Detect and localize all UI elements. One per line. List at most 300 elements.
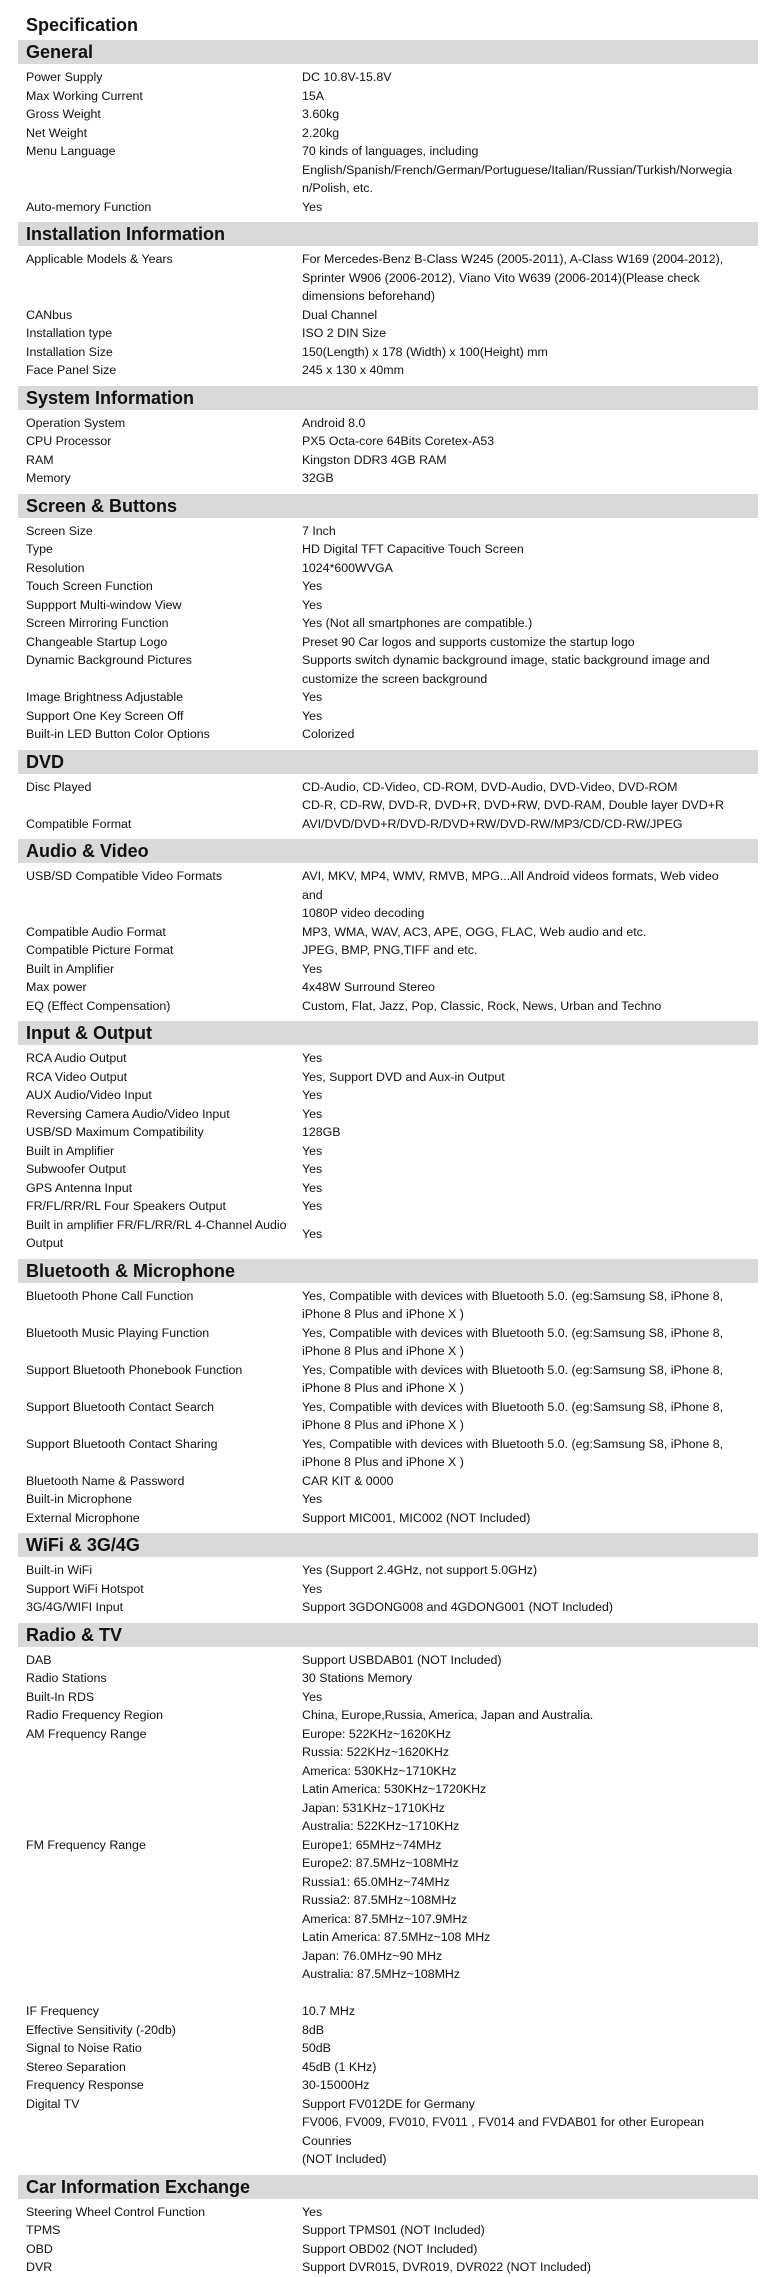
spec-value-line: Europe1: 65MHz~74MHz [302, 1837, 442, 1852]
spec-value-line: Support OBD02 (NOT Included) [302, 2241, 478, 2256]
spec-row [0, 124, 776, 143]
spec-value-line: Latin America: 530KHz~1720KHz [302, 1782, 487, 1796]
spec-label: Built in amplifier FR/FL/RR/RL 4-Channel Audio Output [26, 1217, 287, 1250]
spec-value [302, 688, 742, 707]
spec-value-line: CD-Audio, CD-Video, CD-ROM, DVD-Audio, DVD-Video, DVD-ROM [302, 779, 678, 794]
spec-label: Built-in WiFi [26, 1563, 93, 1577]
spec-row [0, 960, 776, 979]
spec-value-line: Support FV012DE for Germany [302, 2096, 475, 2111]
spec-label: Stereo Separation [26, 2059, 126, 2074]
spec-row [0, 361, 776, 380]
spec-label: RCA Video Output [26, 1069, 128, 1084]
spec-value [302, 559, 742, 578]
spec-row [0, 1142, 776, 1161]
spec-label: Screen Mirroring Function [26, 616, 169, 630]
spec-label: Support Bluetooth Contact Search [26, 1399, 215, 1414]
spec-value [302, 469, 742, 488]
spec-value-line: DC 10.8V-15.8V [302, 70, 392, 84]
spec-label: Bluetooth Music Playing Function [26, 1325, 210, 1340]
spec-value [302, 2002, 742, 2021]
spec-value-line: Yes [302, 1106, 323, 1121]
spec-value-line: China, Europe,Russia, America, Japan and Australia. [302, 1708, 594, 1722]
spec-value [302, 978, 742, 997]
spec-value-line: Yes [302, 1162, 323, 1176]
spec-value-line: Yes [302, 1180, 323, 1195]
spec-row [0, 633, 776, 652]
spec-value [302, 1688, 742, 1707]
spec-value-line: AVI, MKV, MP4, WMV, RMVB, MPG...All Android videos formats, Web video and [302, 869, 719, 902]
spec-value-line: Yes [302, 1492, 323, 1506]
spec-value-line: HD Digital TFT Capacitive Touch Screen [302, 542, 524, 556]
spec-label: Built in Amplifier [26, 1143, 115, 1158]
spec-value [302, 1651, 742, 1670]
spec-value [302, 725, 742, 744]
spec-value [302, 923, 742, 942]
spec-row [0, 2240, 776, 2259]
spec-value-line: FV006, FV009, FV010, FV011 , FV014 and FVDAB01 for other European Counries [302, 2115, 705, 2148]
spec-label: RCA Audio Output [26, 1051, 127, 1065]
spec-row [0, 1123, 776, 1142]
spec-value-line: 4x48W Surround Stereo [302, 980, 435, 994]
spec-value [302, 250, 742, 306]
spec-value [302, 815, 742, 834]
spec-label: USB/SD Maximum Compatibility [26, 1125, 204, 1139]
spec-value-line: 7 Inch [302, 523, 336, 538]
spec-label: Bluetooth Phone Call Function [26, 1288, 194, 1303]
spec-row [0, 1725, 776, 1836]
spec-value-line: Yes [302, 199, 323, 214]
section-bluetooth-microphone [0, 1259, 776, 1528]
spec-value-line: Yes, Compatible with devices with Bluetooth 5.0. (eg:Samsung S8, iPhone 8, [302, 1399, 724, 1414]
spec-row [0, 997, 776, 1016]
spec-row [0, 1324, 776, 1361]
spec-label: Dynamic Background Pictures [26, 653, 192, 667]
spec-value [302, 1598, 742, 1617]
spec-label: Memory [26, 471, 71, 485]
spec-row [0, 1561, 776, 1580]
spec-label: Image Brightness Adjustable [26, 690, 184, 704]
spec-row [0, 1216, 776, 1253]
section-header: Bluetooth & Microphone [18, 1259, 758, 1283]
spec-value [302, 142, 742, 198]
spec-value-line: iPhone 8 Plus and iPhone X ) [302, 1455, 464, 1469]
spec-value-line: MP3, WMA, WAV, AC3, APE, OGG, FLAC, Web audio and etc. [302, 924, 647, 939]
spec-label: Support WiFi Hotspot [26, 1581, 144, 1596]
spec-row [0, 1472, 776, 1491]
spec-value [302, 1068, 742, 1087]
spec-label: Disc Played [26, 779, 92, 794]
spec-value [302, 651, 742, 688]
spec-value-line: 1080P video decoding [302, 906, 425, 920]
spec-label: Installation Size [26, 344, 113, 359]
spec-row [0, 2203, 776, 2222]
spec-value [302, 1324, 742, 1361]
spec-value-line: Russia: 522KHz~1620KHz [302, 1745, 450, 1759]
spec-row [0, 87, 776, 106]
spec-value [302, 997, 742, 1016]
spec-value-line: Yes, Compatible with devices with Bluetooth 5.0. (eg:Samsung S8, iPhone 8, [302, 1362, 724, 1377]
spec-value [302, 867, 742, 923]
spec-row [0, 867, 776, 923]
spec-label: Installation type [26, 326, 113, 340]
spec-row [0, 451, 776, 470]
spec-label: Support One Key Screen Off [26, 708, 184, 723]
spec-label: Subwoofer Output [26, 1162, 126, 1176]
spec-row [0, 1688, 776, 1707]
spec-row [0, 540, 776, 559]
spec-label: FM Frequency Range [26, 1837, 146, 1852]
spec-value-line: Support 3GDONG008 and 4GDONG001 (NOT Included) [302, 1600, 614, 1614]
spec-label: Gross Weight [26, 107, 101, 121]
spec-label: IF Frequency [26, 2004, 99, 2018]
spec-row [0, 2058, 776, 2077]
spec-value [302, 2203, 742, 2222]
spec-label: Touch Screen Function [26, 579, 153, 593]
spec-value [302, 1509, 742, 1528]
spec-value-line: America: 530KHz~1710KHz [302, 1763, 457, 1778]
spec-value [302, 2240, 742, 2259]
spec-label: Built-in Microphone [26, 1492, 133, 1506]
spec-row [0, 1398, 776, 1435]
spec-label: Compatible Picture Format [26, 943, 174, 957]
spec-value-line: iPhone 8 Plus and iPhone X ) [302, 1344, 464, 1358]
spec-label: Type [26, 542, 53, 556]
spec-value-line: Japan: 76.0MHz~90 MHz [302, 1948, 443, 1963]
spec-row [0, 522, 776, 541]
spec-row [0, 142, 776, 198]
spec-row [0, 343, 776, 362]
spec-label: Built in Amplifier [26, 961, 115, 976]
spec-value-line: CD-R, CD-RW, DVD-R, DVD+R, DVD+RW, DVD-RAM, Double layer DVD+R [302, 798, 724, 812]
spec-value-line: customize the screen background [302, 671, 488, 686]
spec-value-line: Latin America: 87.5MHz~108 MHz [302, 1930, 491, 1944]
spec-value-line: Europe2: 87.5MHz~108MHz [302, 1856, 459, 1870]
spec-value [302, 68, 742, 87]
spec-label: Support Bluetooth Contact Sharing [26, 1436, 218, 1451]
section-header: Car Information Exchange [18, 2175, 758, 2199]
spec-label: Built-in LED Button Color Options [26, 727, 210, 741]
spec-value-line: Europe: 522KHz~1620KHz [302, 1726, 452, 1741]
spec-label: GPS Antenna Input [26, 1180, 133, 1195]
spec-label: OBD [26, 2241, 53, 2256]
page-title: Specification [26, 15, 139, 35]
section-wifi-3g-4g [0, 1533, 776, 1617]
spec-label: Net Weight [26, 125, 88, 140]
spec-row [0, 2095, 776, 2169]
spec-row [0, 2002, 776, 2021]
spec-value-line: Yes, Compatible with devices with Bluetooth 5.0. (eg:Samsung S8, iPhone 8, [302, 1436, 724, 1451]
spec-value-line: Yes (Not all smartphones are compatible.) [302, 616, 533, 630]
spec-label: Max power [26, 980, 87, 994]
spec-row [0, 778, 776, 815]
spec-row [0, 250, 776, 306]
spec-value [302, 2021, 742, 2040]
spec-value-line: Preset 90 Car logos and supports customize the startup logo [302, 634, 635, 649]
spec-row [0, 432, 776, 451]
spec-value-line: (NOT Included) [302, 2152, 387, 2166]
spec-value-line: AVI/DVD/DVD+R/DVD-R/DVD+RW/DVD-RW/MP3/CD/CD-RW/JPEG [302, 816, 683, 831]
spec-label: Reversing Camera Audio/Video Input [26, 1106, 230, 1121]
section-header: Screen & Buttons [18, 494, 758, 518]
spec-row [0, 2258, 776, 2277]
spec-value [302, 361, 742, 380]
spec-value-line: Yes [302, 1581, 323, 1596]
spec-value-line: Australia: 87.5MHz~108MHz [302, 1967, 461, 1981]
spec-value [302, 707, 742, 726]
spec-value [302, 1105, 742, 1124]
spec-row [0, 1086, 776, 1105]
spec-label: EQ (Effect Compensation) [26, 998, 171, 1013]
spec-label: Changeable Startup Logo [26, 634, 168, 649]
spec-row [0, 469, 776, 488]
spec-value-line: Kingston DDR3 4GB RAM [302, 452, 447, 467]
spec-row [0, 1836, 776, 2003]
spec-label: Built-In RDS [26, 1689, 95, 1704]
spec-value-line: Yes [302, 1226, 323, 1241]
spec-value-line: iPhone 8 Plus and iPhone X ) [302, 1418, 464, 1432]
section-header: Installation Information [18, 222, 758, 246]
spec-value-line: 1024*600WVGA [302, 560, 393, 575]
spec-value-line: Yes [302, 690, 323, 704]
spec-label: Compatible Audio Format [26, 924, 166, 939]
spec-value-line: 30 Stations Memory [302, 1671, 413, 1685]
spec-value-line: Support TPMS01 (NOT Included) [302, 2223, 485, 2237]
spec-value [302, 540, 742, 559]
spec-value [302, 941, 742, 960]
spec-value-line: 3.60kg [302, 107, 340, 121]
spec-row [0, 651, 776, 688]
spec-value [302, 2039, 742, 2058]
spec-row [0, 1105, 776, 1124]
spec-value [302, 2058, 742, 2077]
spec-value [302, 778, 742, 815]
spec-row [0, 815, 776, 834]
spec-label: Bluetooth Name & Password [26, 1473, 185, 1488]
spec-label: Effective Sensitivity (-20db) [26, 2022, 176, 2037]
section-header: Radio & TV [18, 1623, 758, 1647]
section-screen-buttons [0, 494, 776, 744]
spec-value-line: For Mercedes-Benz B-Class W245 (2005-2011), A-Class W169 (2004-2012), [302, 252, 724, 266]
spec-label: CANbus [26, 307, 73, 322]
spec-value-line: Russia2: 87.5MHz~108MHz [302, 1893, 457, 1907]
section-dvd [0, 750, 776, 834]
spec-value-line: 50dB [302, 2041, 331, 2055]
spec-value-line: America: 87.5MHz~107.9MHz [302, 1911, 468, 1926]
spec-value-line: 245 x 130 x 40mm [302, 363, 404, 377]
spec-value-line: ISO 2 DIN Size [302, 326, 387, 340]
spec-value-line: Yes [302, 1689, 323, 1704]
spec-value [302, 1361, 742, 1398]
spec-value-line: Support MIC001, MIC002 (NOT Included) [302, 1510, 531, 1525]
spec-label: Signal to Noise Ratio [26, 2041, 142, 2055]
spec-row [0, 978, 776, 997]
spec-row [0, 105, 776, 124]
spec-value [302, 1435, 742, 1472]
spec-value-line: n/Polish, etc. [302, 181, 373, 195]
spec-value [302, 960, 742, 979]
spec-value [302, 324, 742, 343]
spec-value [302, 1490, 742, 1509]
spec-row [0, 941, 776, 960]
spec-value [302, 1836, 742, 2003]
spec-value-line: Android 8.0 [302, 415, 366, 430]
spec-value [302, 1086, 742, 1105]
spec-value-line: Yes, Support DVD and Aux-in Output [302, 1069, 505, 1084]
spec-value [302, 2258, 742, 2277]
spec-value [302, 1179, 742, 1198]
spec-value-line: English/Spanish/French/German/Portuguese/Italian/Russian/Turkish/Norwegia [302, 162, 732, 177]
spec-value-line: 2.20kg [302, 125, 340, 140]
spec-label: Auto-memory Function [26, 199, 152, 214]
spec-label: CPU Processor [26, 434, 112, 448]
section-header: DVD [18, 750, 758, 774]
section-radio-tv [0, 1623, 776, 2169]
section-system-information [0, 386, 776, 488]
spec-value-line: 45dB (1 KHz) [302, 2059, 377, 2074]
spec-value-line: Yes (Support 2.4GHz, not support 5.0GHz) [302, 1563, 538, 1577]
spec-value [302, 2095, 742, 2169]
section-installation-information [0, 222, 776, 380]
spec-value [302, 1706, 742, 1725]
spec-value-line: Colorized [302, 727, 355, 741]
section-input-output [0, 1021, 776, 1253]
spec-value-line: 30-15000Hz [302, 2078, 370, 2092]
spec-row [0, 1509, 776, 1528]
spec-value [302, 1123, 742, 1142]
spec-row [0, 1669, 776, 1688]
spec-row [0, 596, 776, 615]
spec-value-line: Yes [302, 1051, 323, 1065]
spec-value-line: Yes, Compatible with devices with Bluetooth 5.0. (eg:Samsung S8, iPhone 8, [302, 1288, 724, 1303]
spec-label: Applicable Models & Years [26, 252, 173, 266]
spec-value-line: 150(Length) x 178 (Width) x 100(Height) mm [302, 344, 548, 359]
spec-label: External Microphone [26, 1510, 140, 1525]
spec-value [302, 1472, 742, 1491]
spec-value-line: Sprinter W906 (2006-2012), Viano Vito W639 (2006-2014)(Please check [302, 270, 700, 285]
section-header: System Information [18, 386, 758, 410]
spec-row [0, 1435, 776, 1472]
spec-label: Face Panel Size [26, 363, 117, 377]
spec-value [302, 1287, 742, 1324]
spec-row [0, 1598, 776, 1617]
spec-label: DAB [26, 1652, 52, 1667]
section-header: WiFi & 3G/4G [18, 1533, 758, 1557]
spec-row [0, 559, 776, 578]
spec-label: Frequency Response [26, 2078, 144, 2092]
spec-row [0, 198, 776, 217]
spec-value [302, 105, 742, 124]
section-audio-video [0, 839, 776, 1015]
spec-row [0, 324, 776, 343]
spec-row [0, 1490, 776, 1509]
spec-row [0, 1706, 776, 1725]
spec-label: Compatible Format [26, 816, 132, 831]
spec-label: TPMS [26, 2223, 61, 2237]
spec-label: Support Bluetooth Phonebook Function [26, 1362, 243, 1377]
spec-row [0, 1049, 776, 1068]
spec-value [302, 1197, 742, 1216]
spec-row [0, 1651, 776, 1670]
section-header: General [18, 40, 758, 64]
spec-value-line [302, 1984, 742, 2003]
spec-value-line: JPEG, BMP, PNG,TIFF and etc. [302, 943, 478, 957]
spec-value-line: Russia1: 65.0MHz~74MHz [302, 1874, 450, 1889]
spec-label: AM Frequency Range [26, 1726, 147, 1741]
spec-value-line: PX5 Octa-core 64Bits Coretex-A53 [302, 434, 495, 448]
spec-row [0, 923, 776, 942]
spec-value [302, 1398, 742, 1435]
spec-row [0, 2021, 776, 2040]
spec-row [0, 1179, 776, 1198]
spec-label: Max Working Current [26, 88, 143, 103]
spec-value-line: 70 kinds of languages, including [302, 144, 479, 158]
spec-value [302, 198, 742, 217]
spec-value-line: Custom, Flat, Jazz, Pop, Classic, Rock, News, Urban and Techno [302, 998, 662, 1013]
spec-row [0, 614, 776, 633]
spec-row [0, 306, 776, 325]
spec-label: FR/FL/RR/RL Four Speakers Output [26, 1199, 226, 1213]
spec-row [0, 1580, 776, 1599]
sections-container [0, 40, 776, 2277]
spec-label: Resolution [26, 560, 85, 575]
spec-row [0, 2039, 776, 2058]
spec-value-line: Yes [302, 1143, 323, 1158]
spec-value-line: Yes [302, 961, 323, 976]
spec-row [0, 688, 776, 707]
spec-label: Power Supply [26, 70, 103, 84]
spec-label: Steering Wheel Control Function [26, 2204, 206, 2219]
spec-value [302, 1160, 742, 1179]
spec-label: RAM [26, 452, 54, 467]
spec-value-line: 10.7 MHz [302, 2004, 356, 2018]
spec-value-line: iPhone 8 Plus and iPhone X ) [302, 1381, 464, 1395]
spec-row [0, 1068, 776, 1087]
spec-value [302, 1561, 742, 1580]
spec-row [0, 577, 776, 596]
spec-value-line: Yes [302, 579, 323, 593]
spec-row [0, 1287, 776, 1324]
spec-value-line: 128GB [302, 1125, 341, 1139]
spec-value [302, 614, 742, 633]
spec-label: Menu Language [26, 144, 116, 158]
spec-value [302, 2221, 742, 2240]
spec-label: AUX Audio/Video Input [26, 1088, 152, 1102]
spec-value-line: dimensions beforehand) [302, 289, 435, 303]
spec-value-line: 15A [302, 88, 325, 103]
spec-value [302, 1725, 742, 1836]
spec-row [0, 1160, 776, 1179]
spec-label: Radio Stations [26, 1671, 107, 1685]
spec-label: Radio Frequency Region [26, 1708, 164, 1722]
section-header: Audio & Video [18, 839, 758, 863]
spec-label: Operation System [26, 415, 126, 430]
spec-label: Screen Size [26, 523, 93, 538]
spec-value [302, 633, 742, 652]
spec-value-line: Support DVR015, DVR019, DVR022 (NOT Included) [302, 2260, 592, 2274]
spec-label: USB/SD Compatible Video Formats [26, 869, 223, 883]
spec-value [302, 451, 742, 470]
spec-label: Suppport Multi-window View [26, 597, 182, 612]
spec-value [302, 596, 742, 615]
spec-row [0, 707, 776, 726]
spec-value [302, 1142, 742, 1161]
spec-value-line: CAR KIT & 0000 [302, 1473, 394, 1488]
spec-row [0, 68, 776, 87]
section-general [0, 40, 776, 216]
spec-label: Digital TV [26, 2096, 80, 2111]
spec-value [302, 1580, 742, 1599]
spec-value-line: Support USBDAB01 (NOT Included) [302, 1652, 502, 1667]
